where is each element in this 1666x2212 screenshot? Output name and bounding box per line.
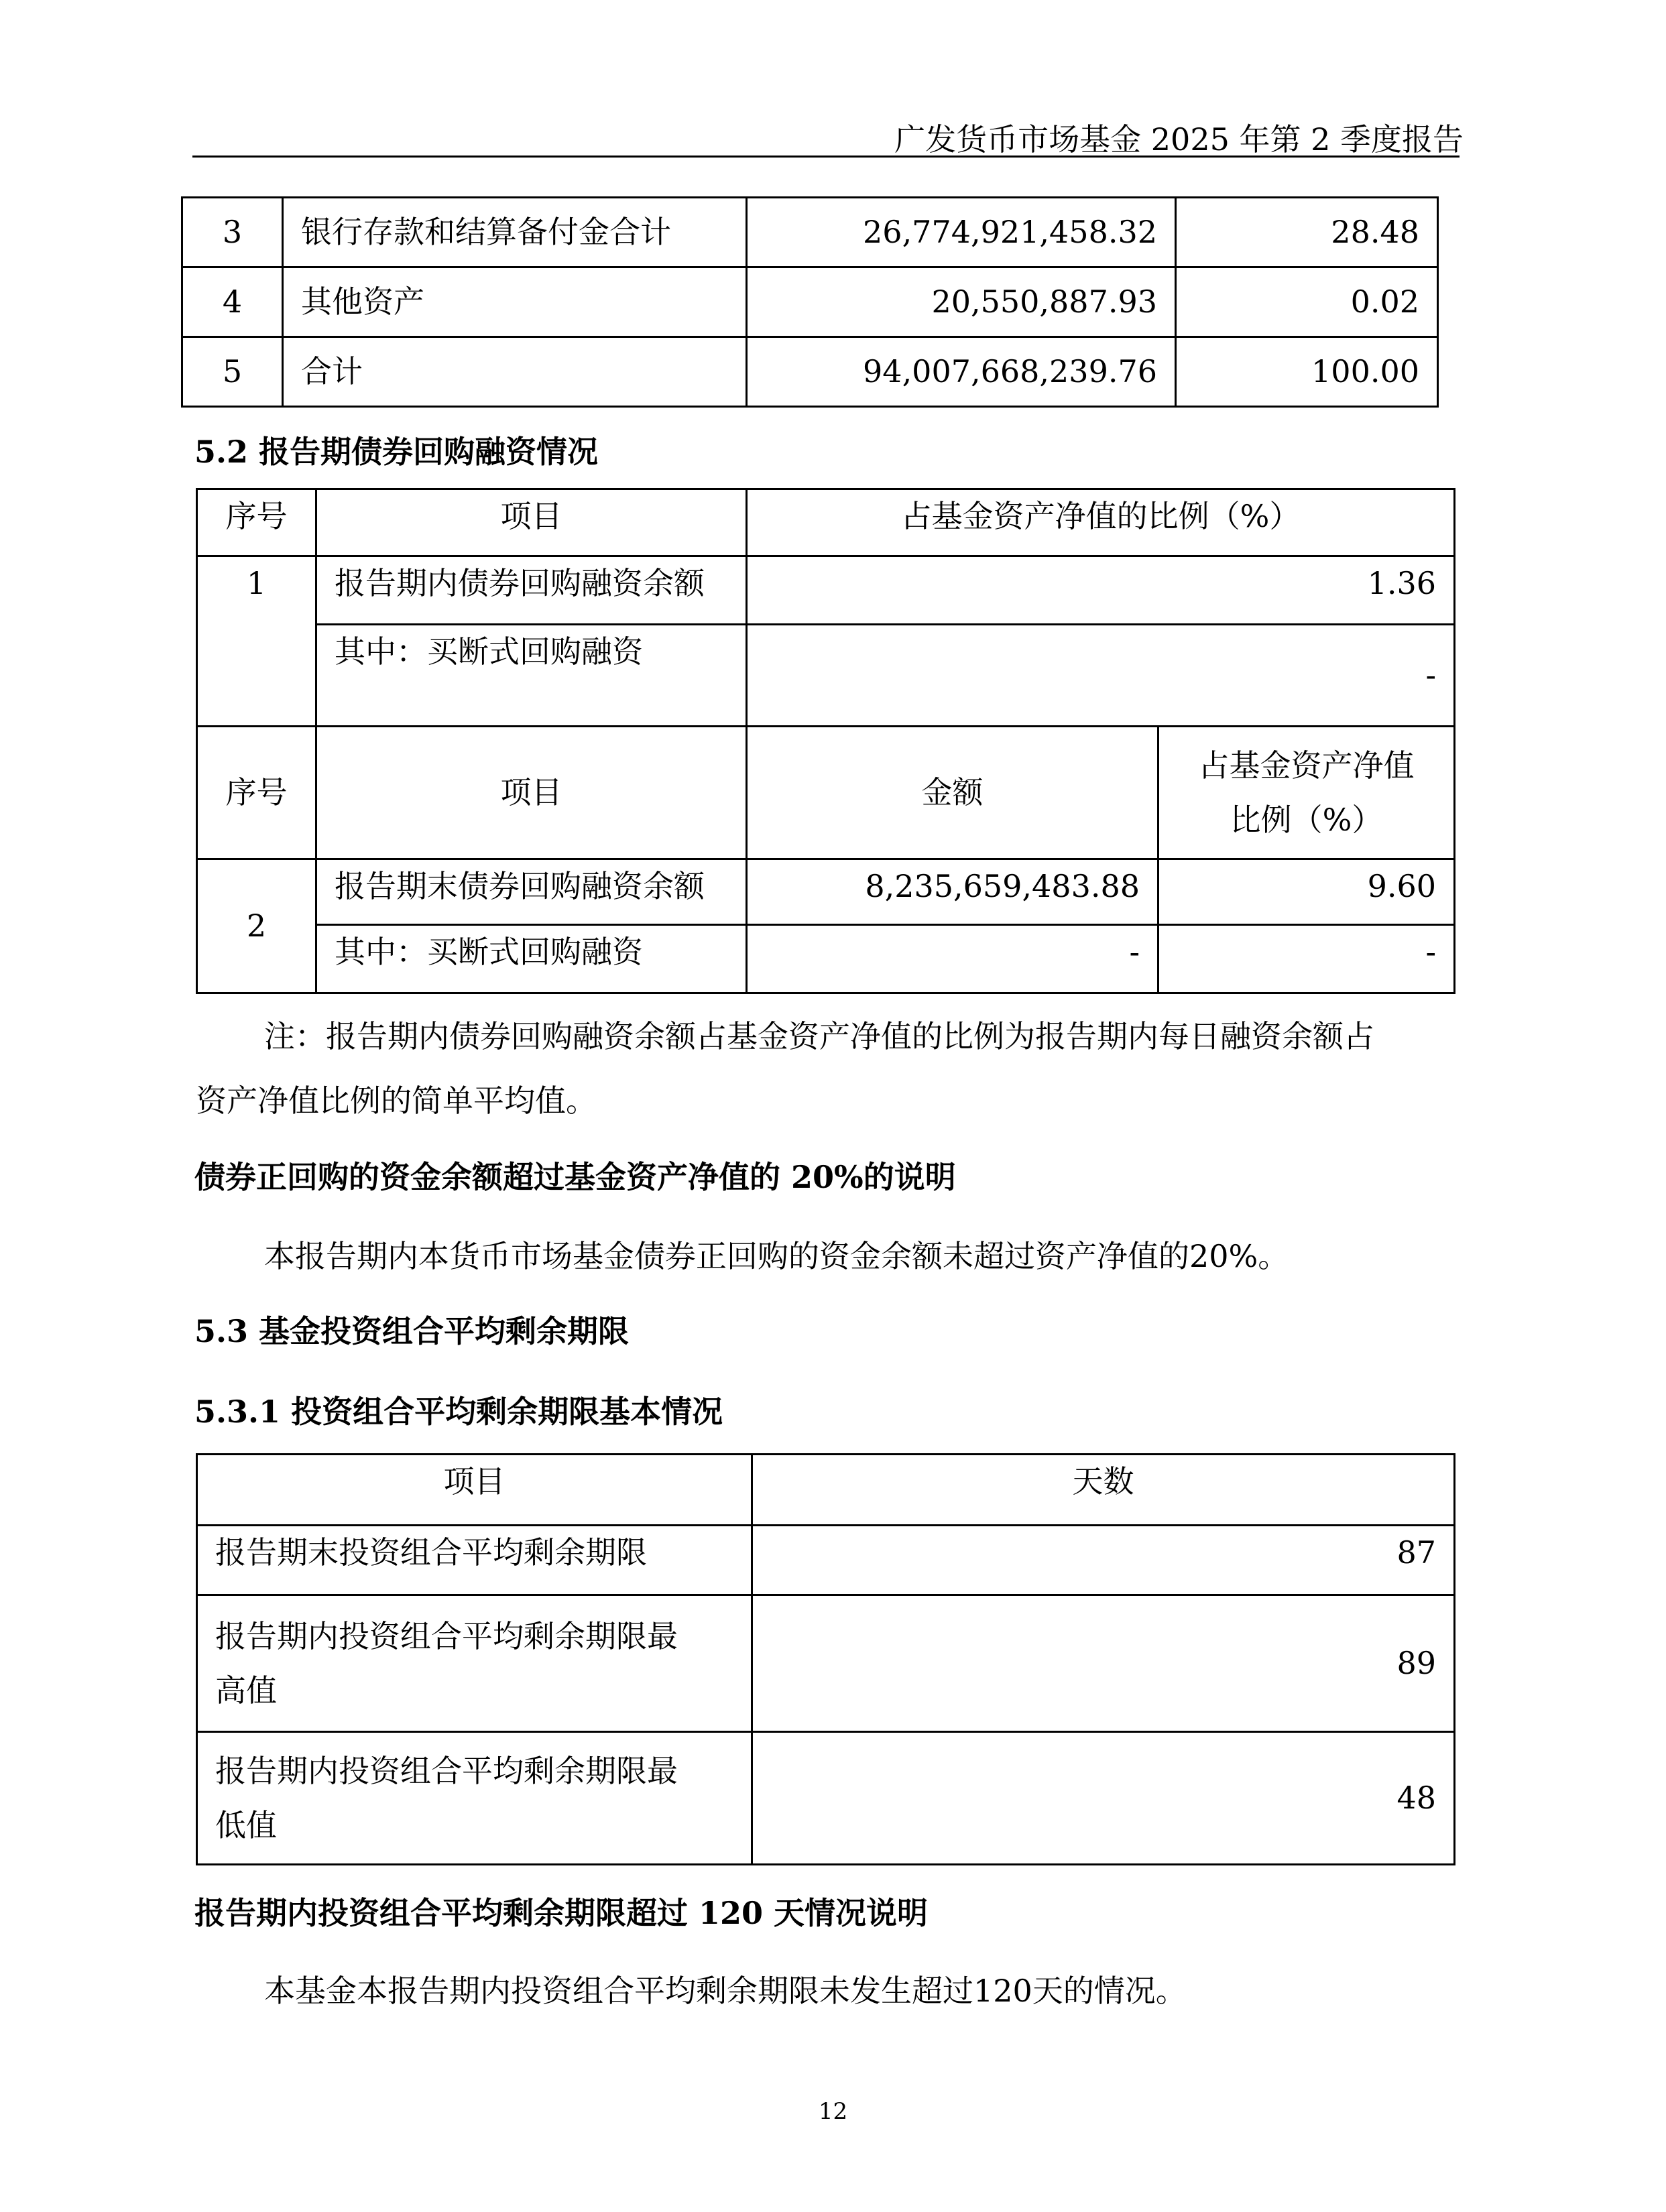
subsection-title-repo-20pct: 债券正回购的资金余额超过基金资产净值的 20%的说明	[194, 1159, 956, 1195]
section-title-5-3: 5.3 基金投资组合平均剩余期限	[194, 1313, 630, 1349]
row-ratio: -	[747, 625, 1455, 727]
row-number: 5	[182, 337, 283, 407]
table-row	[197, 859, 1455, 925]
row-amount: 20,550,887.93	[747, 267, 1176, 337]
subsection-text-repo-20pct: 本报告期内本货币市场基金债券正回购的资金余额未超过资产净值的20%。	[264, 1238, 1289, 1274]
row-number: 3	[182, 198, 283, 267]
table-row	[197, 1526, 1455, 1595]
header-cell-ratio: 占基金资产净值的比例（%）	[747, 489, 1455, 556]
table-row	[182, 267, 1438, 337]
row-days: 48	[752, 1732, 1455, 1865]
row-item-line2: 低值	[215, 1806, 277, 1843]
row-number: 1	[197, 556, 316, 727]
note-line-1: 注：报告期内债券回购融资余额占基金资产净值的比例为报告期内每日融资余额占	[264, 1018, 1374, 1054]
row-item: 报告期内债券回购融资余额	[316, 556, 747, 625]
row-item: 其中：买断式回购融资	[316, 625, 747, 727]
header-ratio-line2: 比例（%）	[1230, 801, 1383, 838]
table-row	[197, 625, 1455, 727]
row-amount: 94,007,668,239.76	[747, 337, 1176, 407]
table-row	[197, 925, 1455, 993]
row-number: 2	[197, 859, 316, 993]
note-line-2: 资产净值比例的简单平均值。	[196, 1083, 597, 1119]
row-item: 报告期末投资组合平均剩余期限	[197, 1526, 752, 1595]
page-number: 12	[818, 2098, 848, 2125]
header-rule	[192, 156, 1460, 158]
row-ratio: 100.00	[1176, 337, 1438, 407]
row-ratio: 1.36	[747, 556, 1455, 625]
row-item: 银行存款和结算备付金合计	[283, 198, 747, 267]
header-cell-item: 项目	[316, 727, 747, 859]
table-header-row	[197, 727, 1455, 859]
row-ratio: -	[1158, 925, 1455, 993]
bond-repo-table	[196, 488, 1455, 994]
section-title-5-2: 5.2 报告期债券回购融资情况	[194, 434, 599, 470]
table-row	[197, 1732, 1455, 1865]
header-cell-no: 序号	[197, 727, 316, 859]
header-cell-days: 天数	[752, 1455, 1455, 1526]
row-item: 报告期末债券回购融资余额	[316, 859, 747, 925]
table-header-row	[197, 1455, 1455, 1526]
header-cell-no: 序号	[197, 489, 316, 556]
header-cell-item: 项目	[197, 1455, 752, 1526]
table-row	[197, 556, 1455, 625]
row-item-line2: 高值	[215, 1672, 277, 1709]
header-ratio-line1: 占基金资产净值	[1198, 747, 1415, 784]
row-item-line1: 报告期内投资组合平均剩余期限最	[215, 1618, 678, 1654]
row-item-line1: 报告期内投资组合平均剩余期限最	[215, 1753, 678, 1789]
row-ratio: 28.48	[1176, 198, 1438, 267]
row-ratio: 9.60	[1158, 859, 1455, 925]
row-days: 89	[752, 1595, 1455, 1732]
row-item: 其他资产	[283, 267, 747, 337]
row-amount: 26,774,921,458.32	[747, 198, 1176, 267]
row-amount: 8,235,659,483.88	[747, 859, 1158, 925]
row-item	[197, 1732, 752, 1865]
row-item: 合计	[283, 337, 747, 407]
header-cell-item: 项目	[316, 489, 747, 556]
row-item: 其中：买断式回购融资	[316, 925, 747, 993]
section-title-5-3-1: 5.3.1 投资组合平均剩余期限基本情况	[194, 1394, 723, 1430]
table-row	[197, 1595, 1455, 1732]
row-days: 87	[752, 1526, 1455, 1595]
row-item	[197, 1595, 752, 1732]
table-header-row	[197, 489, 1455, 556]
header-cell-amount: 金额	[747, 727, 1158, 859]
report-header-title: 广发货币市场基金 2025 年第 2 季度报告	[894, 121, 1464, 158]
table-row	[182, 198, 1438, 267]
row-amount: -	[747, 925, 1158, 993]
row-ratio: 0.02	[1176, 267, 1438, 337]
header-cell-ratio	[1158, 727, 1455, 859]
subsection-title-120-days: 报告期内投资组合平均剩余期限超过 120 天情况说明	[194, 1895, 929, 1931]
asset-allocation-table	[181, 196, 1439, 408]
row-number: 4	[182, 267, 283, 337]
avg-maturity-table	[196, 1453, 1455, 1865]
subsection-text-120-days: 本基金本报告期内投资组合平均剩余期限未发生超过120天的情况。	[264, 1973, 1187, 2009]
table-row	[182, 337, 1438, 407]
